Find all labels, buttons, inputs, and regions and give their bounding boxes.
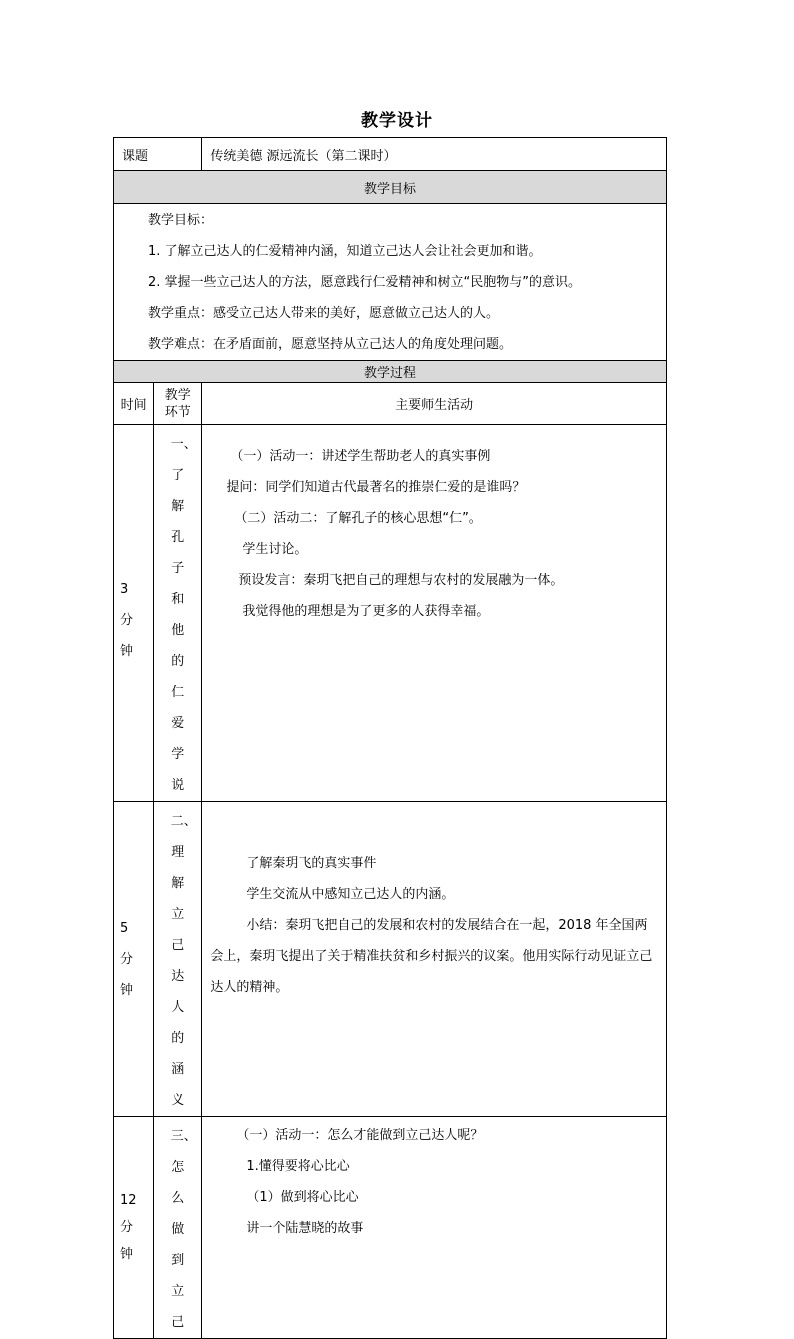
activity-line: 了解秦玥飞的真实事件 — [246, 856, 377, 871]
activity-line: （一）活动一：讲述学生帮助老人的真实事例 — [230, 449, 491, 464]
activity-line: 1.懂得要将心比心 — [246, 1159, 350, 1174]
col-time-header: 时间 — [114, 383, 154, 425]
time-value: 5 分钟 — [120, 920, 134, 998]
goals-row — [114, 204, 667, 361]
stage-name: 三、怎么做到立己 — [170, 1129, 197, 1330]
activity-line: 学生讨论。 — [242, 542, 308, 557]
activity-line: 提问：同学们知道古代最著名的推崇仁爱的是谁吗？ — [226, 480, 526, 495]
stage-row-3 — [114, 1117, 667, 1339]
activity-line: 我觉得他的理想是为了更多的人获得幸福。 — [242, 604, 490, 619]
activity-summary: 小结：秦玥飞把自己的发展和农村的发展结合在一起，2018 年全国两会上，秦玥飞提出了关于精准扶贫和乡村振兴的议案。他用实际行动见证立己达人的精神。 — [210, 918, 653, 995]
subject-label: 课题 — [114, 138, 202, 171]
col-stage-header-line2: 环节 — [164, 404, 191, 420]
activity-line: （1）做到将心比心 — [246, 1190, 359, 1205]
col-stage-header — [154, 383, 202, 425]
goals-header: 教学目标 — [114, 171, 667, 204]
activity-cell — [202, 1117, 667, 1339]
subject-value: 传统美德 源远流长（第二课时） — [202, 138, 667, 171]
activity-line: 讲一个陆慧晓的故事 — [246, 1221, 364, 1236]
goals-header-row — [114, 171, 667, 204]
goal-item: 2. 掌握一些立己达人的方法，愿意践行仁爱精神和树立“民胞物与”的意识。 — [148, 275, 582, 290]
time-value: 12 分钟 — [120, 1193, 137, 1262]
activity-line: 预设发言：秦玥飞把自己的理想与农村的发展融为一体。 — [238, 573, 564, 588]
time-cell — [114, 1117, 154, 1339]
document-title: 教学设计 — [361, 111, 433, 131]
stage-row-1 — [114, 425, 667, 802]
stage-cell — [154, 1117, 202, 1339]
goal-item: 1. 了解立己达人的仁爱精神内涵，知道立己达人会让社会更加和谐。 — [148, 244, 542, 259]
activity-line: 学生交流从中感知立己达人的内涵。 — [246, 887, 455, 902]
lesson-plan-table — [113, 137, 667, 1339]
activity-line: （二）活动二：了解孔子的核心思想“仁”。 — [234, 511, 482, 526]
activity-cell — [202, 802, 667, 1117]
goals-cell — [114, 204, 667, 361]
activity-cell — [202, 425, 667, 802]
process-header-row — [114, 361, 667, 383]
time-cell — [114, 425, 154, 802]
stage-name: 一、了解孔子和他的仁爱学说 — [170, 437, 197, 793]
col-activity-header: 主要师生活动 — [202, 383, 667, 425]
subject-row — [114, 138, 667, 171]
key-point: 教学重点：感受立己达人带来的美好，愿意做立己达人的人。 — [148, 306, 500, 321]
process-header: 教学过程 — [114, 361, 667, 383]
col-stage-header-line1: 教学 — [164, 387, 191, 403]
stage-row-2 — [114, 802, 667, 1117]
goals-intro: 教学目标： — [148, 213, 214, 228]
activity-line: （一）活动一：怎么才能做到立己达人呢？ — [236, 1128, 484, 1143]
column-header-row — [114, 383, 667, 425]
stage-name: 二、理解立己达人的涵义 — [170, 814, 197, 1108]
time-cell — [114, 802, 154, 1117]
stage-cell — [154, 802, 202, 1117]
stage-cell — [154, 425, 202, 802]
time-value: 3 分钟 — [120, 581, 134, 659]
difficult-point: 教学难点：在矛盾面前，愿意坚持从立己达人的角度处理问题。 — [148, 337, 513, 352]
